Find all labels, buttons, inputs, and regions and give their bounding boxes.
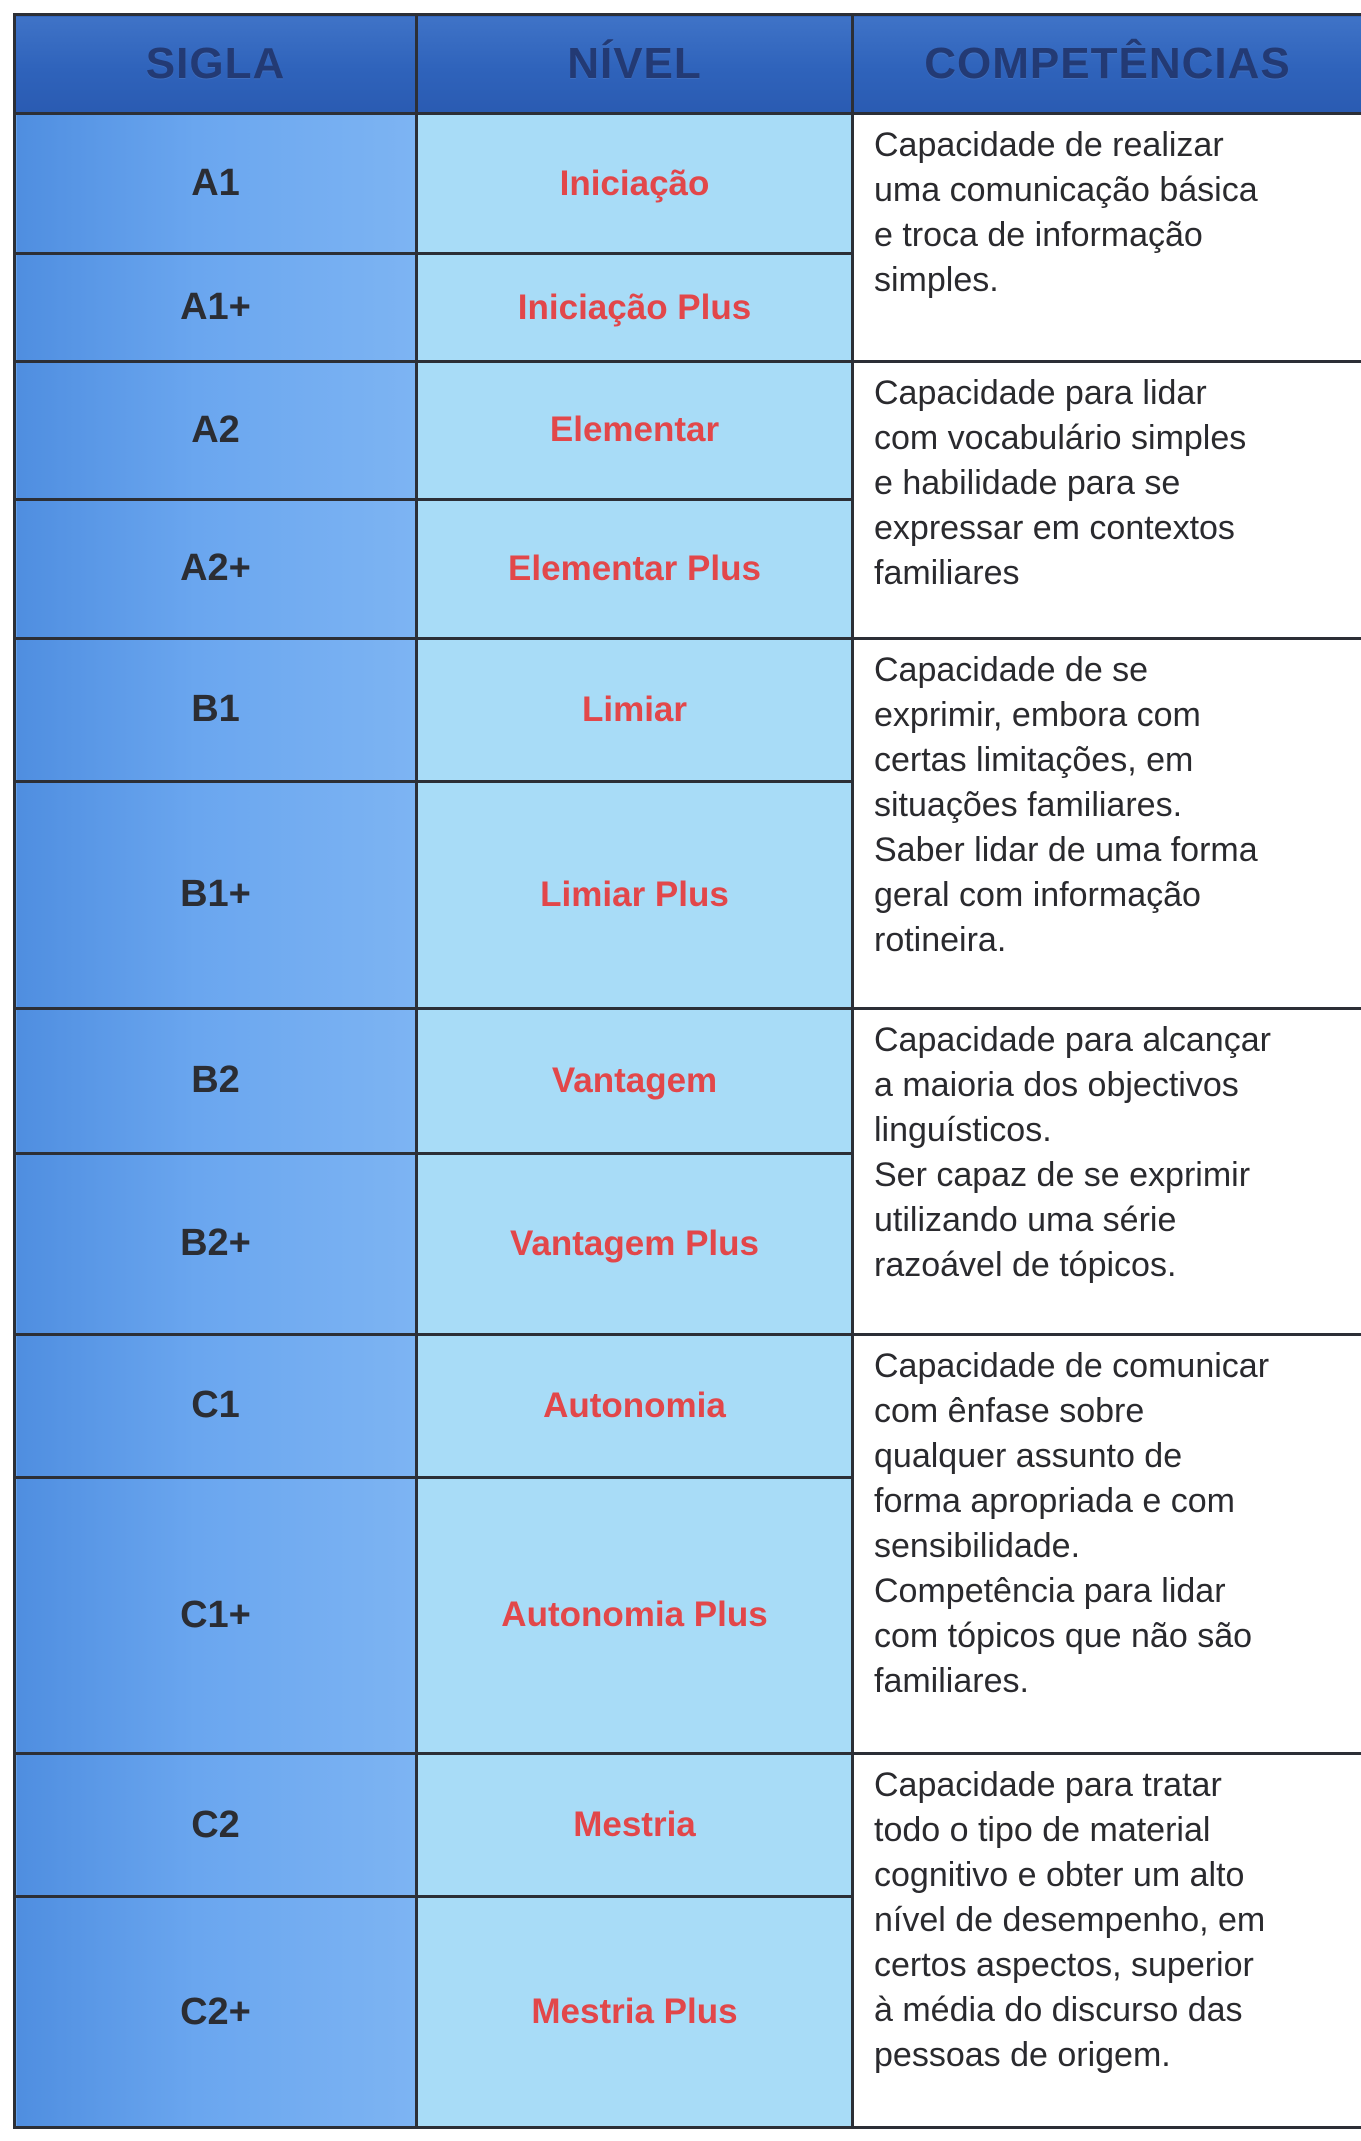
sigla-cell: A2 (15, 361, 417, 499)
competencia-cell (853, 638, 1361, 1008)
table-row (15, 1334, 1361, 1477)
nivel-cell: Mestria Plus (417, 1897, 853, 2128)
table-row (15, 1008, 1361, 1153)
nivel-cell: Iniciação (417, 114, 853, 254)
cefr-levels-table (13, 13, 1361, 2129)
sigla-cell: B1+ (15, 781, 417, 1008)
table-row (15, 638, 1361, 781)
sigla-cell: A1 (15, 114, 417, 254)
nivel-cell: Mestria (417, 1753, 853, 1896)
competencia-cell (853, 114, 1361, 362)
competencia-cell (853, 1753, 1361, 2127)
sigla-cell: B2 (15, 1008, 417, 1153)
competencia-text: Capacidade para tratar todo o tipo de material cognitivo e obter um alto nível de desempenho, em certos aspectos, superior à média do discurso das pessoas de origem. (874, 1765, 1266, 2074)
sigla-cell: C2 (15, 1753, 417, 1896)
sigla-cell: B2+ (15, 1154, 417, 1335)
competencia-cell (853, 1334, 1361, 1753)
competencia-text: Capacidade de realizar uma comunicação básica e troca de informação simples. (874, 126, 1258, 299)
header-row (15, 15, 1361, 114)
header-sigla: SIGLA (15, 15, 417, 114)
nivel-cell: Autonomia Plus (417, 1478, 853, 1754)
nivel-cell: Vantagem Plus (417, 1154, 853, 1335)
table-row (15, 361, 1361, 499)
nivel-cell: Autonomia (417, 1334, 853, 1477)
table-row (15, 1753, 1361, 1896)
sigla-cell: C1 (15, 1334, 417, 1477)
competencia-text: Capacidade de comunicar com ênfase sobre qualquer assunto de forma apropriada e com sensibilidade. Competência para lidar com tópicos que não são familiares. (874, 1346, 1270, 1700)
header-competencias: COMPETÊNCIAS (853, 15, 1361, 114)
sigla-cell: A2+ (15, 500, 417, 638)
header-nivel: NÍVEL (417, 15, 853, 114)
sigla-cell: A1+ (15, 254, 417, 361)
sigla-cell: C2+ (15, 1897, 417, 2128)
nivel-cell: Elementar Plus (417, 500, 853, 638)
nivel-cell: Iniciação Plus (417, 254, 853, 361)
sigla-cell: B1 (15, 638, 417, 781)
nivel-cell: Limiar (417, 638, 853, 781)
sigla-cell: C1+ (15, 1478, 417, 1754)
competencia-text: Capacidade de se exprimir, embora com certas limitações, em situações familiares. Saber lidar de uma forma geral com informação rotineira. (874, 650, 1258, 959)
nivel-cell: Limiar Plus (417, 781, 853, 1008)
nivel-cell: Elementar (417, 361, 853, 499)
competencia-text: Capacidade para alcançar a maioria dos objectivos linguísticos. Ser capaz de se exprimir utilizando uma série razoável de tópicos. (874, 1020, 1271, 1284)
competencia-text: Capacidade para lidar com vocabulário simples e habilidade para se expressar em contextos familiares (874, 373, 1247, 592)
nivel-cell: Vantagem (417, 1008, 853, 1153)
competencia-cell (853, 1008, 1361, 1334)
competencia-cell (853, 361, 1361, 638)
table-row (15, 114, 1361, 254)
